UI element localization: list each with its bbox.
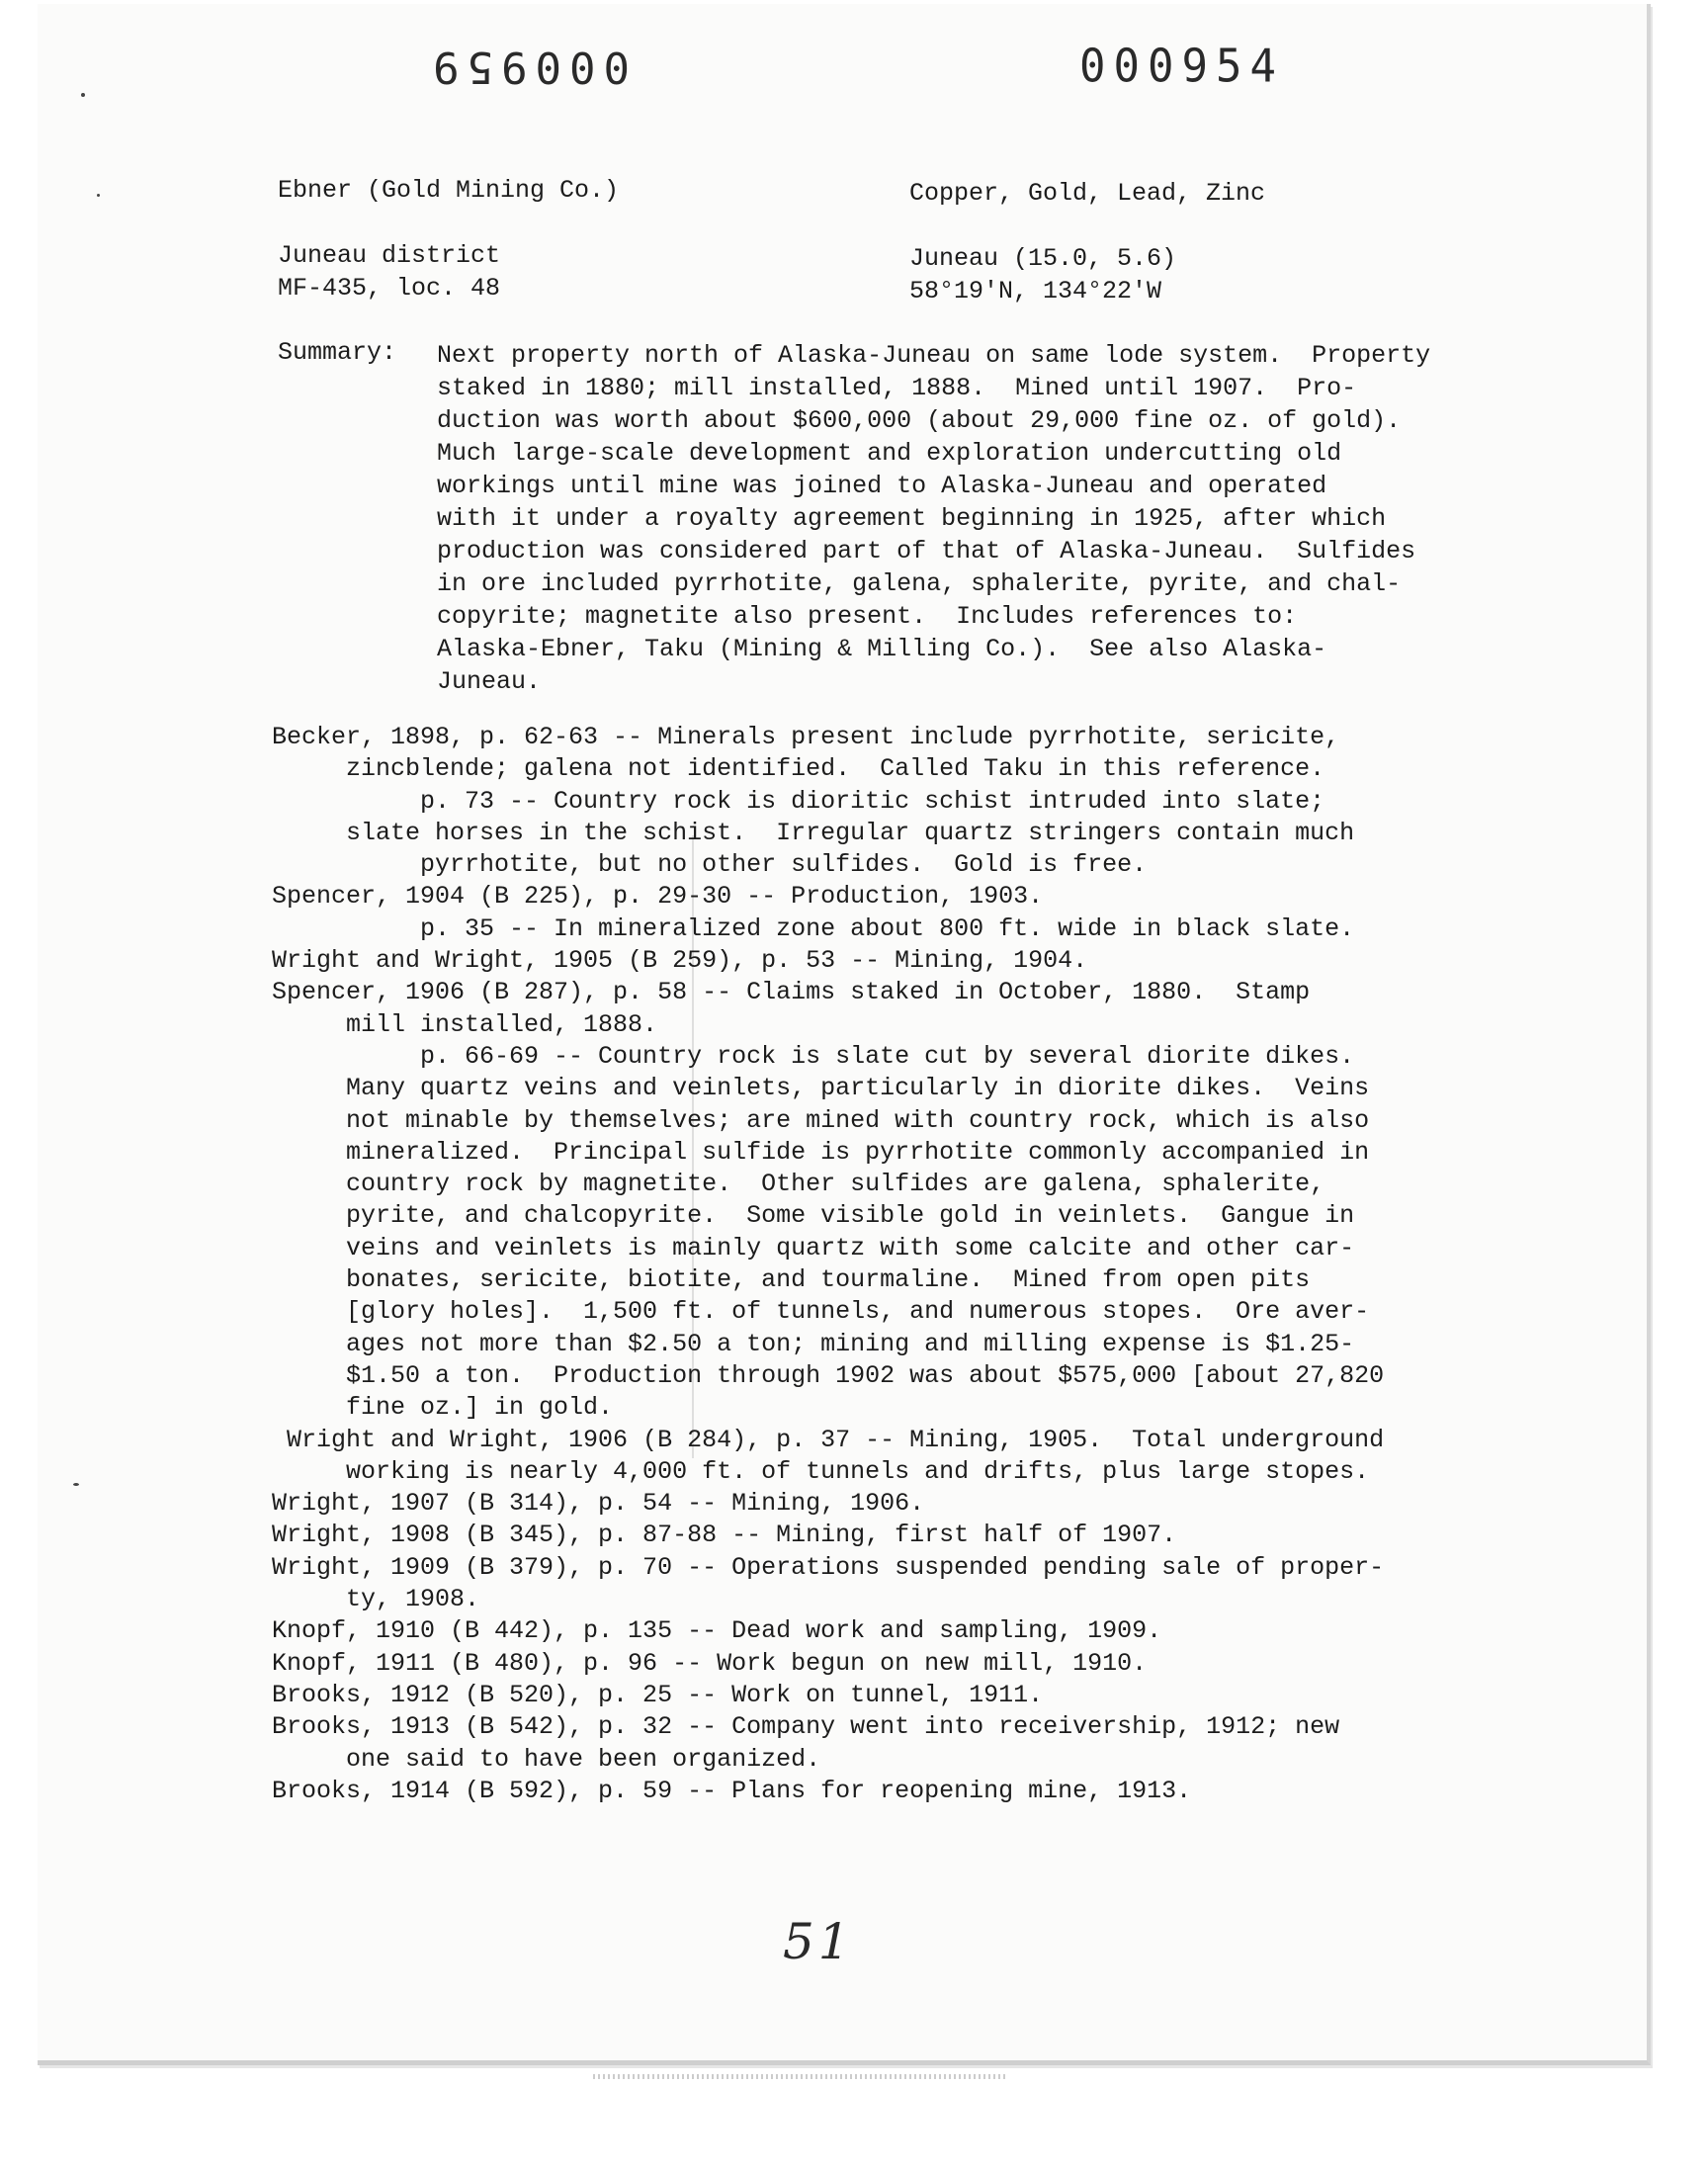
text-line: Juneau (15.0, 5.6) [909, 244, 1177, 273]
text-line: Brooks, 1912 (B 520), p. 25 -- Work on tunnel, 1911. [272, 1680, 1044, 1709]
text-line: $1.50 a ton. Production through 1902 was about $575,000 [about 27,820 [272, 1360, 1385, 1390]
text-line: Alaska-Ebner, Taku (Mining & Milling Co.). See also Alaska- [437, 635, 1327, 663]
text-line: production was considered part of that of Alaska-Juneau. Sulfides [437, 537, 1416, 566]
scan-edge-mark [593, 2074, 1008, 2079]
text-line: Brooks, 1914 (B 592), p. 59 -- Plans for reopening mine, 1913. [272, 1776, 1192, 1805]
text-line: mineralized. Principal sulfide is pyrrhotite commonly accompanied in [272, 1137, 1370, 1167]
text-line: one said to have been organized. [272, 1744, 821, 1774]
scan-speck [81, 93, 85, 97]
text-line: workings until mine was joined to Alaska-Juneau and operated [437, 472, 1327, 500]
text-line: [glory holes]. 1,500 ft. of tunnels, and numerous stopes. Ore aver- [272, 1297, 1370, 1327]
document-number-stamp-right: 000954 [1079, 40, 1284, 94]
scan-speck [97, 194, 100, 197]
text-line: Much large-scale development and exploration undercutting old [437, 439, 1342, 468]
text-line: Juneau. [437, 667, 542, 696]
text-line: p. 73 -- Country rock is dioritic schist intruded into slate; [272, 786, 1325, 816]
text-line: staked in 1880; mill installed, 1888. Mined until 1907. Pro- [437, 374, 1357, 402]
text-line: mill installed, 1888. [272, 1009, 658, 1039]
text-line: working is nearly 4,000 ft. of tunnels and drifts, plus large stopes. [272, 1456, 1370, 1486]
text-line: fine oz.] in gold. [272, 1393, 614, 1423]
text-line: Knopf, 1911 (B 480), p. 96 -- Work begun on new mill, 1910. [272, 1648, 1148, 1678]
text-line [278, 207, 619, 239]
text-line: Copper, Gold, Lead, Zinc [909, 179, 1266, 208]
header-left-block [278, 174, 619, 304]
text-line: ty, 1908. [272, 1585, 480, 1614]
text-line: country rock by magnetite. Other sulfides are galena, sphalerite, [272, 1170, 1325, 1199]
text-line: Ebner (Gold Mining Co.) [278, 176, 620, 205]
text-line: copyrite; magnetite also present. Includes references to: [437, 602, 1298, 631]
text-line: with it under a royalty agreement beginning in 1925, after which [437, 504, 1387, 533]
text-line: ages not more than $2.50 a ton; mining and milling expense is $1.25- [272, 1329, 1355, 1358]
text-line: Wright and Wright, 1905 (B 259), p. 53 -- Mining, 1904. [272, 946, 1088, 976]
text-line: Wright and Wright, 1906 (B 284), p. 37 -- Mining, 1905. Total underground [272, 1425, 1385, 1454]
text-line: not minable by themselves; are mined with country rock, which is also [272, 1105, 1370, 1135]
summary-label: Summary: [278, 338, 397, 367]
text-line: bonates, sericite, biotite, and tourmaline. Mined from open pits [272, 1265, 1311, 1295]
text-line: Wright, 1907 (B 314), p. 54 -- Mining, 1906. [272, 1489, 925, 1519]
text-line: Juneau district [278, 241, 501, 270]
references-list [272, 722, 1384, 1807]
document-number-stamp-left: 000959 [425, 42, 630, 92]
summary-text [437, 339, 1430, 698]
scan-speck [73, 1483, 79, 1486]
text-line: Spencer, 1906 (B 287), p. 58 -- Claims staked in October, 1880. Stamp [272, 978, 1311, 1007]
text-line: MF-435, loc. 48 [278, 274, 501, 303]
text-line: p. 66-69 -- Country rock is slate cut by several diorite dikes. [272, 1041, 1355, 1071]
text-line: Many quartz veins and veinlets, particularly in diorite dikes. Veins [272, 1074, 1370, 1103]
handwritten-page-number: 51 [783, 1913, 854, 1970]
text-line: in ore included pyrrhotite, galena, sphalerite, pyrite, and chal- [437, 569, 1402, 598]
text-line: Wright, 1908 (B 345), p. 87-88 -- Mining, first half of 1907. [272, 1521, 1177, 1550]
text-line: veins and veinlets is mainly quartz with some calcite and other car- [272, 1233, 1355, 1262]
text-line: zincblende; galena not identified. Called Taku in this reference. [272, 754, 1325, 784]
text-line: Next property north of Alaska-Juneau on same lode system. Property [437, 341, 1431, 370]
text-line: duction was worth about $600,000 (about 29,000 fine oz. of gold). [437, 406, 1402, 435]
text-line [909, 210, 1265, 242]
text-line: Brooks, 1913 (B 542), p. 32 -- Company went into receivership, 1912; new [272, 1712, 1340, 1742]
text-line: slate horses in the schist. Irregular quartz stringers contain much [272, 818, 1355, 847]
text-line: Wright, 1909 (B 379), p. 70 -- Operations suspended pending sale of proper- [272, 1552, 1385, 1582]
text-line: Spencer, 1904 (B 225), p. 29-30 -- Production, 1903. [272, 882, 1044, 912]
text-line: Knopf, 1910 (B 442), p. 135 -- Dead work and sampling, 1909. [272, 1616, 1162, 1646]
text-line: p. 35 -- In mineralized zone about 800 ft. wide in black slate. [272, 914, 1355, 943]
header-right-block [909, 177, 1265, 307]
text-line: pyrrhotite, but no other sulfides. Gold is free. [272, 850, 1148, 880]
text-line: Becker, 1898, p. 62-63 -- Minerals present include pyrrhotite, sericite, [272, 723, 1340, 751]
text-line: pyrite, and chalcopyrite. Some visible gold in veinlets. Gangue in [272, 1201, 1355, 1231]
text-line: 58°19'N, 134°22'W [909, 277, 1162, 305]
